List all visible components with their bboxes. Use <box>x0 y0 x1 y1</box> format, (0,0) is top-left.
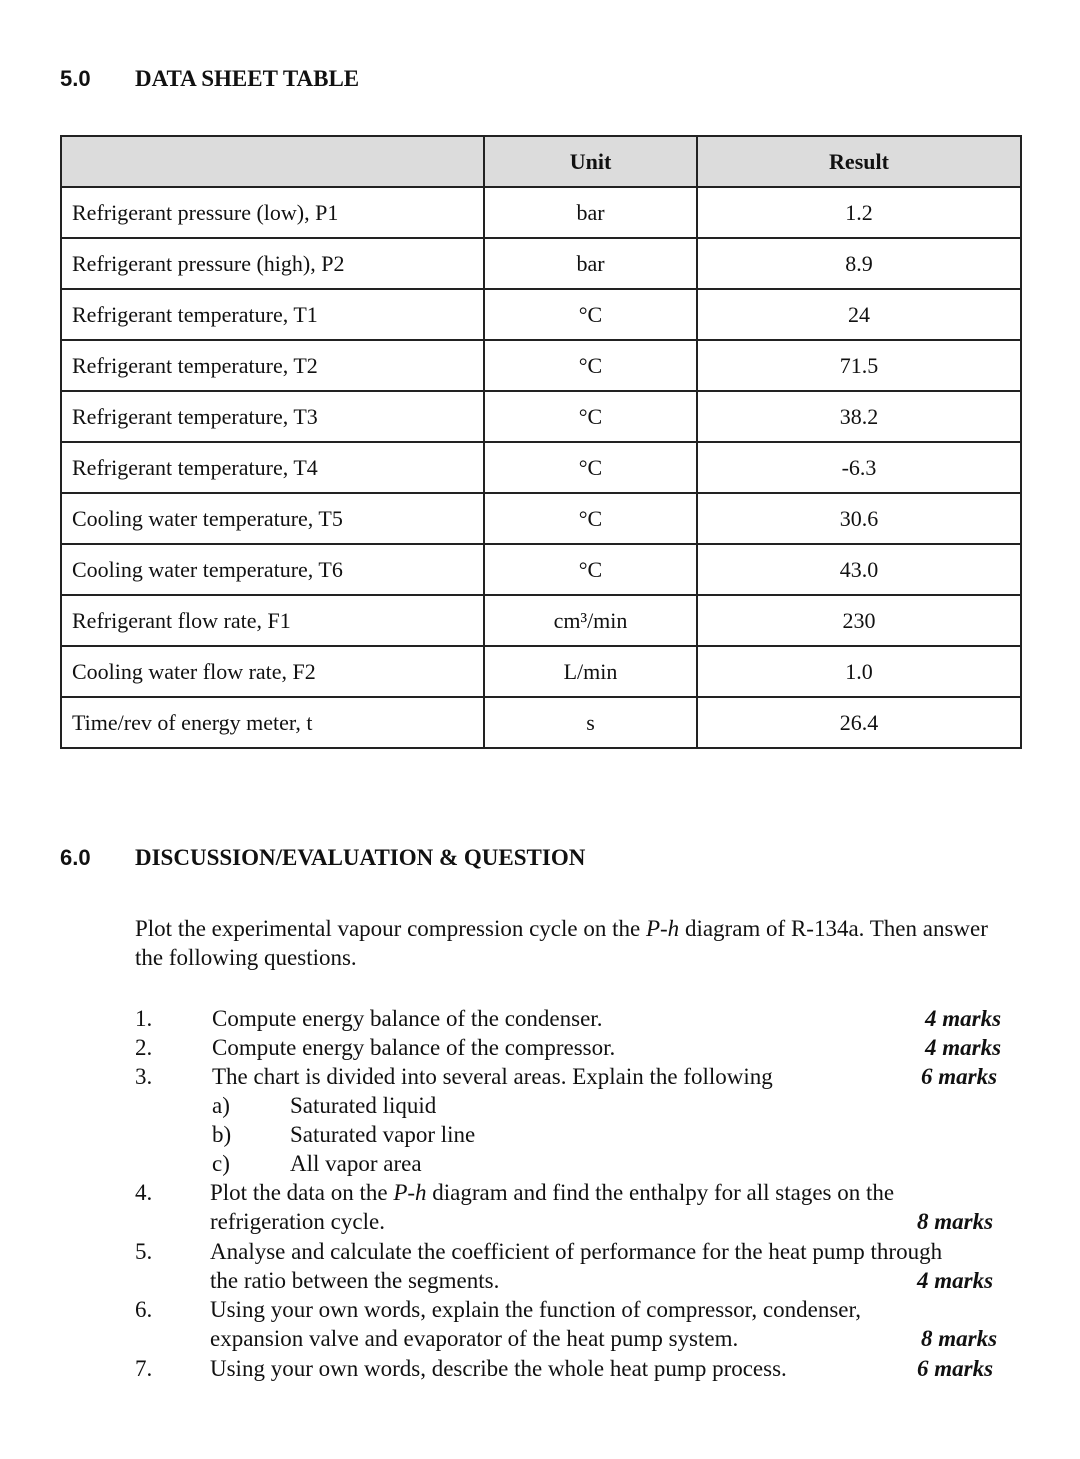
question-number: 4. <box>135 1180 153 1205</box>
unit-cell: °C <box>484 391 697 442</box>
result-cell: 24 <box>697 289 1021 340</box>
table-row <box>61 187 1021 238</box>
result-cell: 8.9 <box>697 238 1021 289</box>
param-cell: Cooling water flow rate, F2 <box>61 646 484 697</box>
section-5-title: DATA SHEET TABLE <box>135 66 360 91</box>
intro-text-part2: diagram of R-134a. Then answer the following questions. <box>135 916 988 970</box>
sub-item-label: b) <box>212 1122 232 1147</box>
result-cell: 1.2 <box>697 187 1021 238</box>
table-row <box>61 238 1021 289</box>
param-cell: Refrigerant pressure (high), P2 <box>61 238 484 289</box>
question-text-line1: Analyse and calculate the coefficient of performance for the heat pump through <box>210 1239 943 1264</box>
result-cell: 26.4 <box>697 697 1021 748</box>
question-marks: 4 marks <box>917 1268 994 1293</box>
unit-cell: cm³/min <box>484 595 697 646</box>
unit-cell: °C <box>484 493 697 544</box>
table-row <box>61 646 1021 697</box>
data-sheet-table <box>60 135 1022 749</box>
question-3 <box>0 1062 1080 1178</box>
section-6-number: 6.0 <box>60 845 91 870</box>
question-marks: 4 marks <box>925 1006 1002 1031</box>
param-cell: Refrigerant temperature, T3 <box>61 391 484 442</box>
result-cell: 43.0 <box>697 544 1021 595</box>
header-result: Result <box>697 136 1021 187</box>
question-text-line2: the ratio between the segments. <box>210 1268 500 1293</box>
unit-cell: °C <box>484 289 697 340</box>
table-row <box>61 340 1021 391</box>
intro-text-part1: Plot the experimental vapour compression cycle on the <box>135 916 646 941</box>
sub-item-text: All vapor area <box>290 1151 422 1176</box>
header-unit: Unit <box>484 136 697 187</box>
unit-cell: °C <box>484 442 697 493</box>
unit-cell: bar <box>484 238 697 289</box>
question-7 <box>0 1354 1080 1383</box>
question-number: 7. <box>135 1356 153 1381</box>
table-row <box>61 493 1021 544</box>
param-cell: Cooling water temperature, T6 <box>61 544 484 595</box>
question-text-line2: refrigeration cycle. <box>210 1209 385 1234</box>
unit-cell: °C <box>484 340 697 391</box>
param-cell: Time/rev of energy meter, t <box>61 697 484 748</box>
result-cell: 38.2 <box>697 391 1021 442</box>
q4-text-b: diagram and find the enthalpy for all stages on the <box>426 1180 895 1205</box>
sub-item-label: a) <box>212 1093 230 1118</box>
param-cell: Refrigerant temperature, T1 <box>61 289 484 340</box>
question-text: Compute energy balance of the condenser. <box>212 1006 603 1031</box>
sub-item-text: Saturated liquid <box>290 1093 437 1118</box>
table-header-row <box>61 136 1021 187</box>
unit-cell: bar <box>484 187 697 238</box>
question-number: 6. <box>135 1297 153 1322</box>
table-row <box>61 391 1021 442</box>
header-parameter <box>61 136 484 187</box>
question-2 <box>0 1033 1080 1062</box>
intro-paragraph <box>135 914 1015 972</box>
param-cell: Refrigerant flow rate, F1 <box>61 595 484 646</box>
question-marks: 8 marks <box>921 1326 998 1351</box>
question-number: 3. <box>135 1064 153 1089</box>
section-5-number: 5.0 <box>60 66 91 91</box>
param-cell: Refrigerant pressure (low), P1 <box>61 187 484 238</box>
unit-cell: L/min <box>484 646 697 697</box>
table-row <box>61 442 1021 493</box>
unit-cell: s <box>484 697 697 748</box>
question-marks: 4 marks <box>925 1035 1002 1060</box>
question-marks: 6 marks <box>917 1356 994 1381</box>
result-cell: 30.6 <box>697 493 1021 544</box>
question-text: Compute energy balance of the compressor. <box>212 1035 616 1060</box>
param-cell: Refrigerant temperature, T2 <box>61 340 484 391</box>
section-6-title: DISCUSSION/EVALUATION & QUESTION <box>135 845 586 870</box>
unit-cell: °C <box>484 544 697 595</box>
question-marks: 6 marks <box>921 1064 998 1089</box>
question-number: 5. <box>135 1239 153 1264</box>
question-text-line1: Using your own words, explain the function of compressor, condenser, <box>210 1297 861 1322</box>
question-6 <box>0 1295 1080 1353</box>
question-marks: 8 marks <box>917 1209 994 1234</box>
result-cell: 230 <box>697 595 1021 646</box>
question-number: 1. <box>135 1006 153 1031</box>
question-text-line1 <box>210 1178 894 1207</box>
table-row <box>61 289 1021 340</box>
question-text-line2: expansion valve and evaporator of the heat pump system. <box>210 1326 739 1351</box>
question-4 <box>0 1178 1080 1236</box>
result-cell: 71.5 <box>697 340 1021 391</box>
table-row <box>61 595 1021 646</box>
sub-item-text: Saturated vapor line <box>290 1122 476 1147</box>
result-cell: -6.3 <box>697 442 1021 493</box>
intro-ph: P-h <box>645 916 680 941</box>
question-text: The chart is divided into several areas. Explain the following <box>212 1064 773 1089</box>
param-cell: Cooling water temperature, T5 <box>61 493 484 544</box>
result-cell: 1.0 <box>697 646 1021 697</box>
q4-text-a: Plot the data on the <box>210 1180 394 1205</box>
question-1 <box>0 1004 1080 1033</box>
q4-ph: P-h <box>393 1180 427 1205</box>
question-text: Using your own words, describe the whole heat pump process. <box>210 1356 787 1381</box>
sub-item-label: c) <box>212 1151 230 1176</box>
param-cell: Refrigerant temperature, T4 <box>61 442 484 493</box>
table-row <box>61 697 1021 748</box>
question-5 <box>0 1237 1080 1295</box>
table-row <box>61 544 1021 595</box>
question-number: 2. <box>135 1035 153 1060</box>
